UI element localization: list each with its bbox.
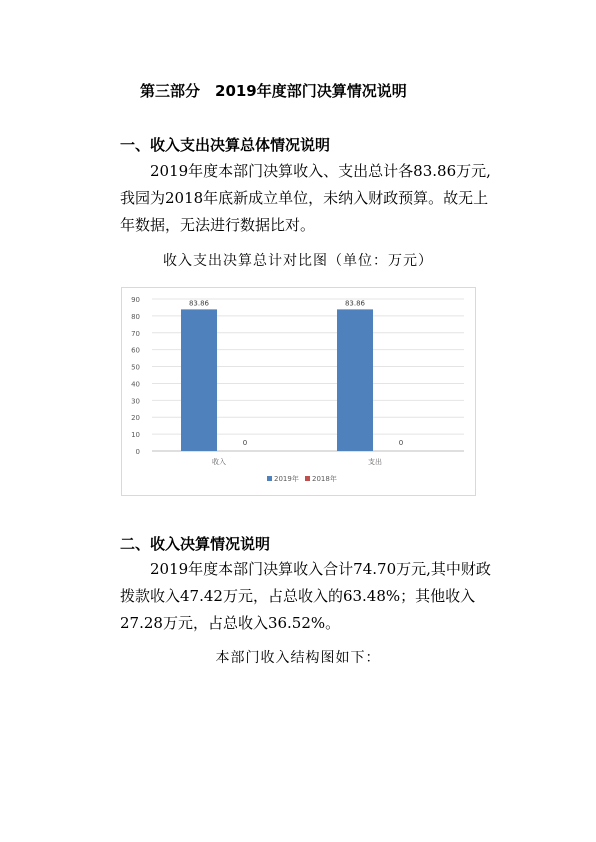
- y-tick-label: 80: [131, 312, 140, 321]
- chart-caption: 收入支出决算总计对比图（单位：万元）: [163, 253, 433, 269]
- y-tick-label: 60: [131, 346, 140, 355]
- part-title: 第三部分 2019年度部门决算情况说明: [140, 82, 407, 100]
- x-tick-label: 收入: [212, 458, 226, 466]
- y-tick-label: 40: [131, 380, 140, 389]
- data-label: 83.86: [188, 299, 210, 308]
- y-tick-label: 20: [131, 414, 140, 423]
- y-tick-label: 90: [131, 296, 140, 304]
- structure-caption: 本部门收入结构图如下：: [215, 650, 381, 666]
- y-tick-label: 10: [131, 431, 140, 440]
- y-tick-label: 50: [131, 363, 140, 372]
- section-2-title: 二、收入决算情况说明: [120, 535, 271, 553]
- y-tick-label: 70: [131, 329, 140, 338]
- section-2-paragraph: 2019年度本部门决算收入合计74.70万元,其中财政拨款收入47.42万元，占总收入的63.48%；其他收入27.28万元，占总收入36.52%。: [120, 560, 491, 632]
- data-label: 0: [242, 439, 248, 447]
- bar-chart: [121, 287, 476, 496]
- legend-label: 2019年: [274, 475, 299, 483]
- data-label: 83.86: [344, 299, 366, 308]
- data-label: 0: [398, 439, 404, 447]
- legend-swatch: [305, 476, 310, 481]
- bar-chart-svg: [122, 288, 475, 495]
- legend-swatch: [267, 476, 272, 481]
- section-1-paragraph: 2019年度本部门决算收入、支出总计各83.86万元,我园为2018年底新成立单位，未纳入财政预算。故无上年数据，无法进行数据比对。: [120, 162, 491, 234]
- bar-2019年-支出: [337, 309, 373, 451]
- x-tick-label: 支出: [368, 458, 382, 466]
- section-1-title: 一、收入支出决算总体情况说明: [120, 136, 331, 154]
- bar-2019年-收入: [181, 309, 217, 451]
- y-tick-label: 30: [131, 397, 140, 406]
- y-tick-label: 0: [135, 448, 140, 456]
- legend-label: 2018年: [312, 475, 337, 483]
